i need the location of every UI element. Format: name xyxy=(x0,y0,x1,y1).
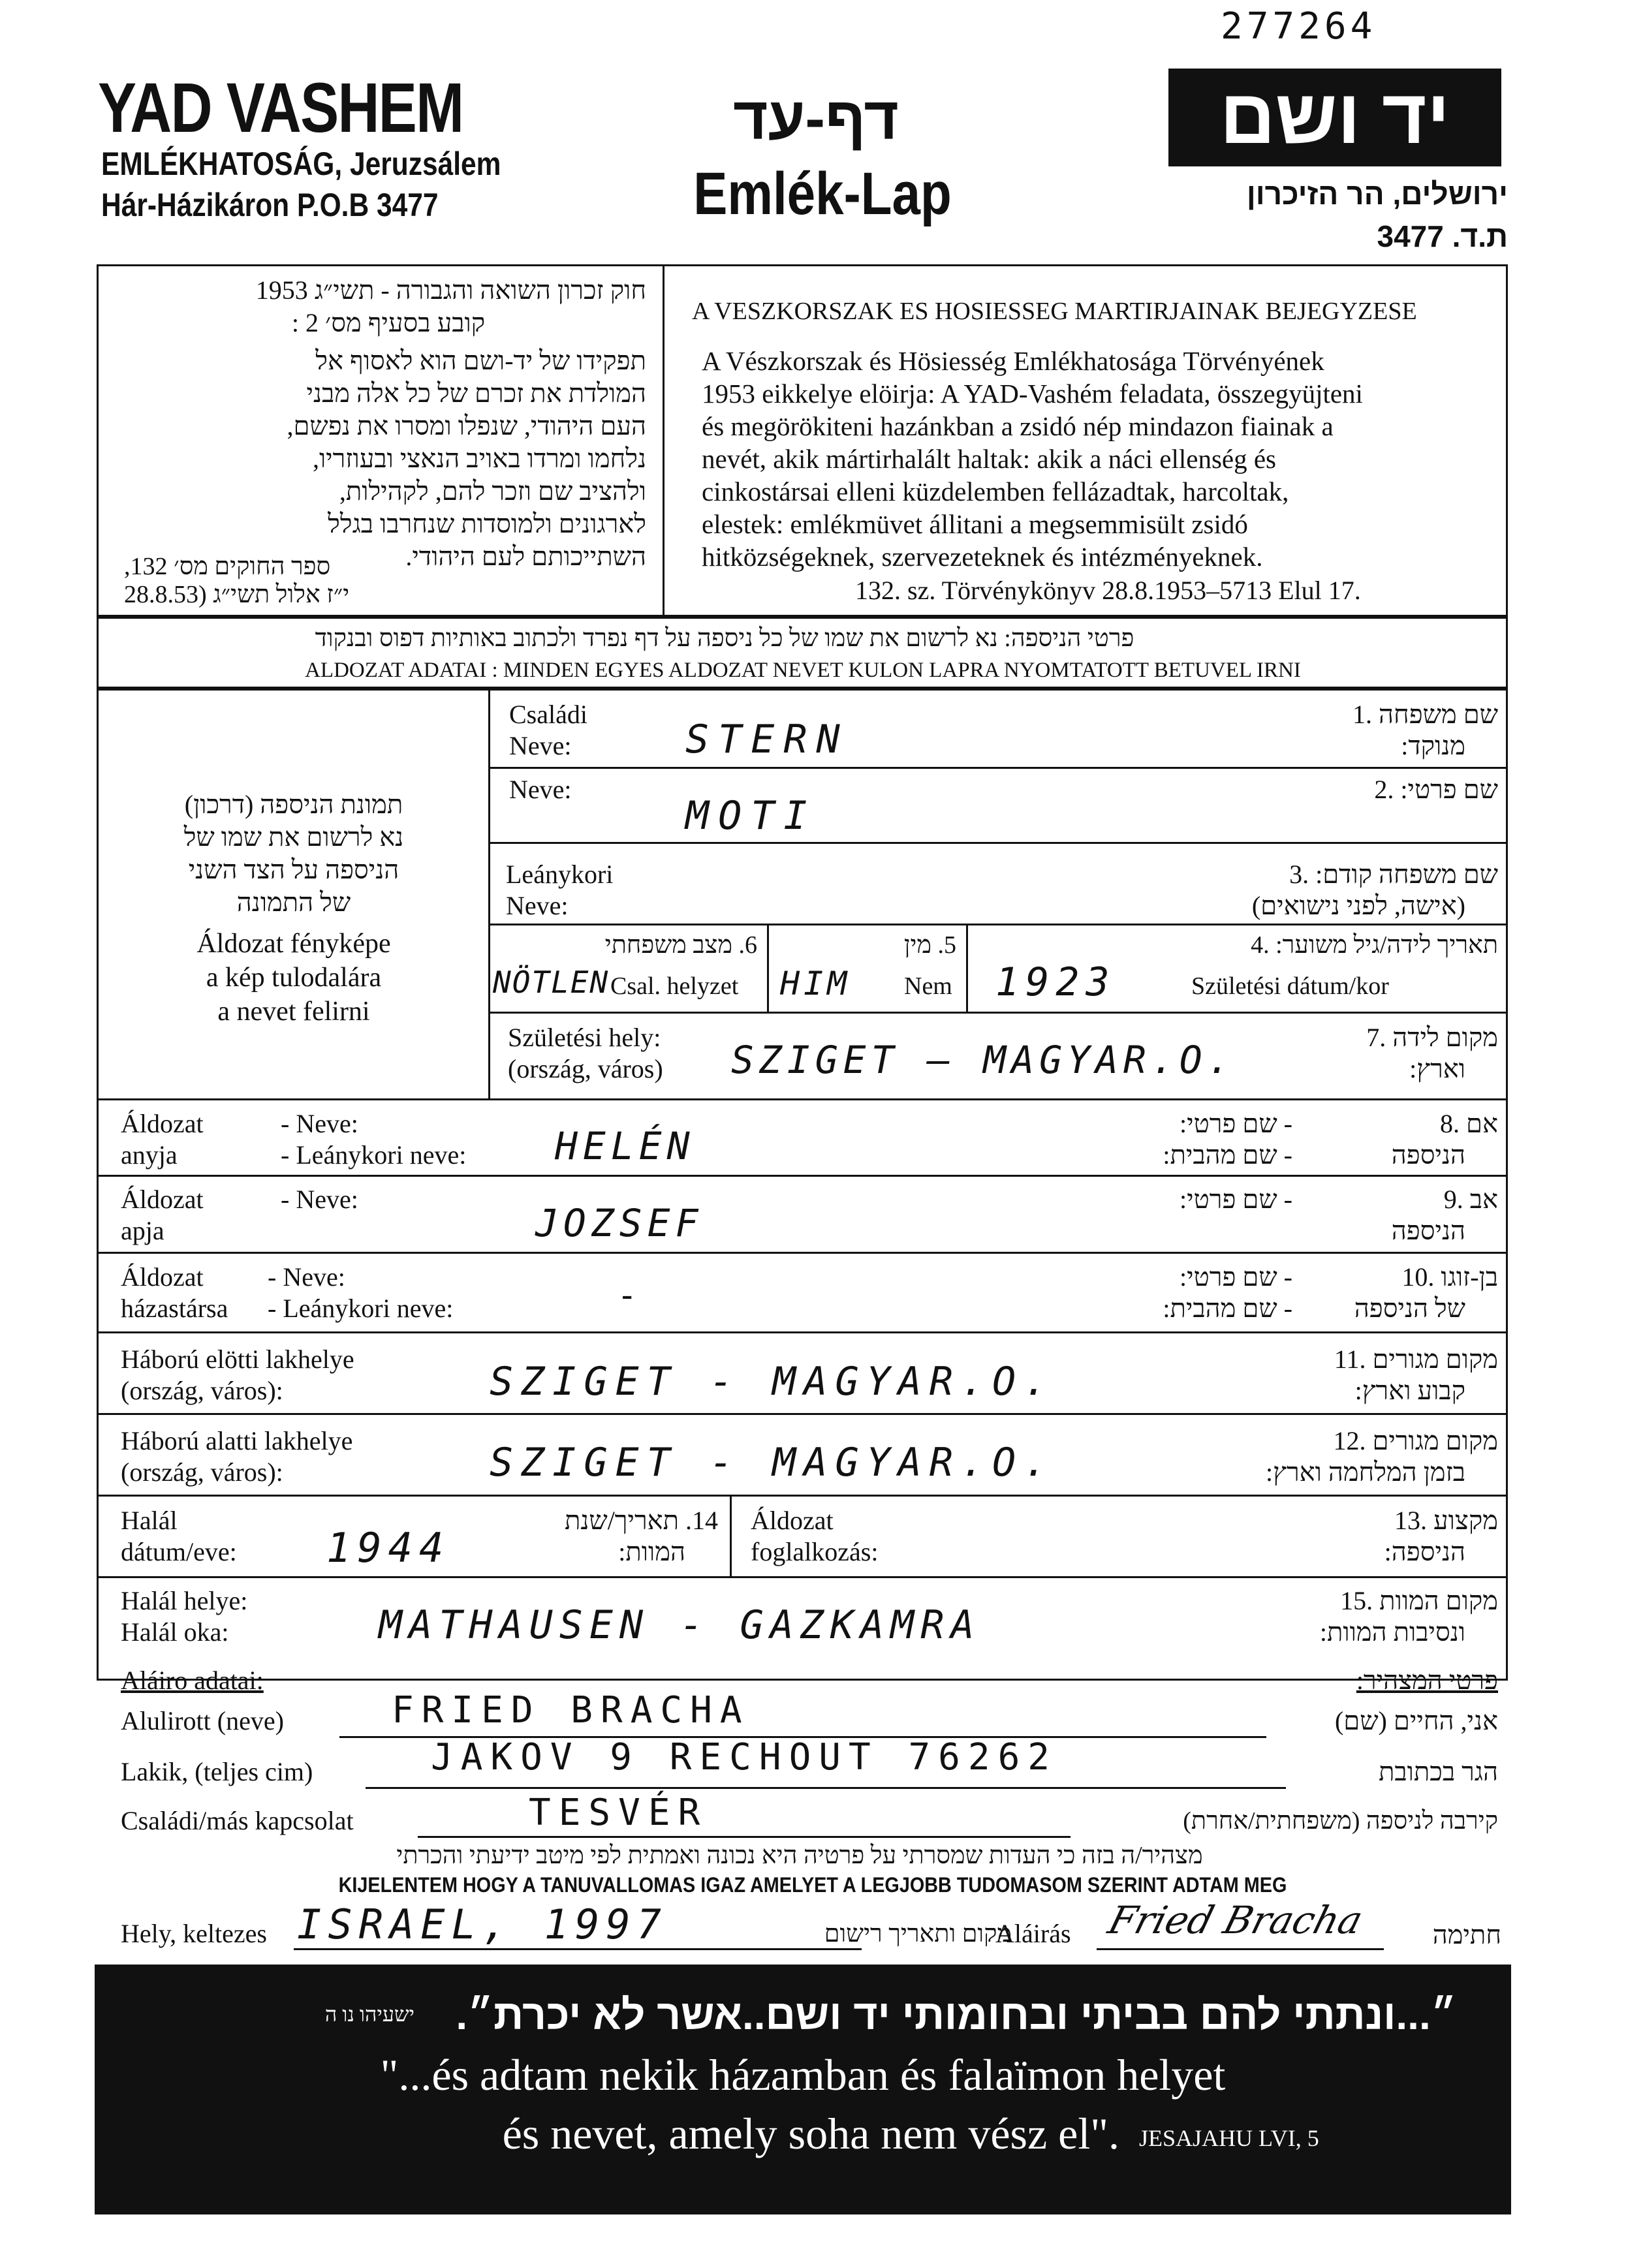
org-line1: EMLÉKHATOSÁG, Jeruzsálem xyxy=(101,146,501,182)
place-label-he: מקום ותאריך רישום xyxy=(824,1920,1012,1948)
law-he-line: נלחמו ומרדו באויב הנאצי ובעוזריו, xyxy=(312,444,646,473)
field12-label-he-2: בזמן המלחמה וארץ: xyxy=(1266,1457,1465,1487)
field10-label-hu-1: Áldozat xyxy=(121,1262,204,1292)
row-line xyxy=(97,1413,1508,1415)
form-title-he: דף-עד xyxy=(733,85,899,152)
law-he-line: תפקידו של יד-ושם הוא לאסוף אל xyxy=(315,346,646,375)
row-line xyxy=(488,1012,1508,1014)
submitter-address-value[interactable]: JAKOV 9 RECHOUT 76262 xyxy=(431,1736,1058,1779)
cell-divider xyxy=(767,924,769,1012)
field15-label-hu-2: Halál oka: xyxy=(121,1617,229,1647)
field13-label-hu-2: foglalkozás: xyxy=(751,1537,879,1566)
org-line2: Hár-Házikáron P.O.B 3477 xyxy=(101,187,439,223)
law-box-divider xyxy=(663,264,664,617)
field3-label-he-1: שם משפחה קודם: .3 xyxy=(1289,860,1498,889)
photo-he-line: תמונת הניספה (דרכון) xyxy=(184,790,403,819)
declaration-he: מצהיר/ה בזה כי העדות שמסרתי על פרטיה היא נכונה ואמתית לפי מיטב ידיעתי והכרתי xyxy=(396,1842,1203,1869)
place-label-hu: Hely, keltezes xyxy=(121,1919,267,1948)
law-hu-title: A VESZKORSZAK ES HOSIESSEG MARTIRJAINAK BEJEGYZESE xyxy=(692,298,1417,325)
field14-label-he-2: המוות: xyxy=(618,1537,685,1566)
submitter-name-label-hu: Alulirott (neve) xyxy=(121,1706,284,1735)
field11-label-hu-2: (ország, város): xyxy=(121,1376,283,1405)
field10-sub1: - Neve: xyxy=(268,1262,345,1292)
photo-hu-line: a kép tulodalára xyxy=(206,963,382,993)
field8-sub2: - Leánykori neve: xyxy=(281,1140,467,1170)
field14-label-hu-2: dátum/eve: xyxy=(121,1537,237,1566)
field4-label-he: תאריך לידה/גיל משוער: .4 xyxy=(1251,931,1498,959)
field10-label-he-2: של הניספה xyxy=(1354,1294,1465,1323)
field10-label-he-1: בן-זוגו .10 xyxy=(1401,1262,1498,1292)
law-hu-line: nevét, akik mártirhalált haltak: akik a náci ellenség és xyxy=(702,444,1276,474)
field14-label-hu-1: Halál xyxy=(121,1506,178,1535)
field9-label-hu-1: Áldozat xyxy=(121,1185,204,1214)
logo-box xyxy=(1168,69,1501,166)
field10-sub2: - Leánykori neve: xyxy=(268,1294,454,1323)
submitter-relation-label-he: קירבה לניספה (משפחתית/אחרת) xyxy=(1183,1807,1498,1835)
field9-label-hu-2: apja xyxy=(121,1216,164,1245)
field2-value[interactable]: MOTI xyxy=(685,793,817,839)
field1-label-hu-2: Neve: xyxy=(509,731,572,760)
photo-he-line: של התמונה xyxy=(236,888,351,917)
law-he-line: העם היהודי, שנפלו ומסרו את נפשם, xyxy=(287,411,646,441)
org-title: YAD VASHEM xyxy=(98,68,463,147)
field9-value[interactable]: JOZSEF xyxy=(535,1201,704,1245)
submitter-name-label-he: אני, החיים (שם) xyxy=(1334,1706,1498,1735)
field7-label-hu-2: (ország, város) xyxy=(508,1054,663,1083)
field8-sub-he1: - שם פרטי: xyxy=(1180,1109,1292,1138)
field8-sub-he2: - שם מהבית: xyxy=(1163,1140,1292,1170)
field6-label-he: 6. מצב משפחתי xyxy=(604,931,757,959)
field14-value[interactable]: 1944 xyxy=(326,1524,450,1572)
field4-label-hu: Születési dátum/kor xyxy=(1191,972,1389,1000)
field15-label-he-2: ונסיבות המוות: xyxy=(1319,1617,1465,1647)
field7-label-he-2: וארץ: xyxy=(1409,1054,1465,1083)
address-he-2: ת.ד. 3477 xyxy=(1377,219,1508,253)
archive-number: 277264 xyxy=(1221,5,1377,48)
law-he-ref1: ספר החוקים מס׳ 132, xyxy=(124,553,331,580)
field15-label-he-1: מקום המוות .15 xyxy=(1340,1586,1498,1615)
field12-label-hu-1: Háború alatti lakhelye xyxy=(121,1426,353,1455)
cell-divider xyxy=(966,924,968,1012)
row-line xyxy=(97,1175,1508,1177)
sign-line xyxy=(1097,1948,1384,1950)
row-line xyxy=(97,1331,1508,1333)
footer-he-source: ישעיהו נו ה xyxy=(324,2002,414,2026)
field11-label-he-2: קבוע וארץ: xyxy=(1354,1376,1465,1405)
submitter-relation-value[interactable]: TESVÉR xyxy=(529,1792,708,1834)
field11-label-hu-1: Háború elötti lakhelye xyxy=(121,1344,354,1374)
field7-value[interactable]: SZIGET – MAGYAR.O. xyxy=(731,1038,1236,1082)
field13-label-he-2: הניספה: xyxy=(1384,1537,1465,1566)
law-hu-line: cinkostársai elleni küzdelemben fellázadtak, harcoltak, xyxy=(702,476,1289,506)
field8-label-he-2: הניספה xyxy=(1391,1140,1465,1170)
row-line xyxy=(97,1252,1508,1254)
photo-he-line: נא לרשום את שמו של xyxy=(183,822,404,852)
field8-label-hu-1: Áldozat xyxy=(121,1109,204,1138)
field9-label-he-1: אב .9 xyxy=(1443,1185,1498,1214)
field10-sub-he2: - שם מהבית: xyxy=(1163,1294,1292,1323)
field3-label-he-2: (אישה, לפני נישואים) xyxy=(1251,891,1465,920)
field10-value[interactable]: - xyxy=(617,1276,647,1315)
photo-hu-line: a nevet felirni xyxy=(217,997,370,1027)
victim-header-he: פרטי הניספה: נא לרשום את שמו של כל ניספה על דף נפרד ולכתוב באותיות דפוס ובנקוד xyxy=(315,625,1134,652)
row-line xyxy=(97,1495,1508,1497)
row-line xyxy=(97,1576,1508,1578)
field10-label-hu-2: házastársa xyxy=(121,1294,228,1323)
law-hu-line: A Vészkorszak és Hösiesség Emlékhatosága Törvényének xyxy=(702,346,1324,376)
law-he-line: לארגונים ולמוסדות שנחרבו בגלל xyxy=(328,509,646,538)
law-he-title: חוק זכרון השואה והגבורה - תשי״ג 1953 xyxy=(255,275,646,305)
field8-value[interactable]: HELÉN xyxy=(555,1124,695,1168)
field10-sub-he1: - שם פרטי: xyxy=(1180,1262,1292,1292)
law-he-ref2: י״ז אלול תשי״ג (28.8.53 xyxy=(124,581,350,608)
field2-label-hu: Neve: xyxy=(509,775,572,804)
footer-he-quote: ״...ונתתי להם בביתי ובחומותי יד ושם..אשר לא יכרת״. xyxy=(456,1991,1457,2038)
logo-text: יד ושם xyxy=(1219,74,1450,160)
submitter-address-label-he: הגר בכתובת xyxy=(1379,1757,1498,1786)
address-he-1: ירושלים, הר הזיכרון xyxy=(1246,177,1508,211)
row-line xyxy=(97,1098,1508,1100)
law-hu-line: 1953 eikkelye elöirja: A YAD-Vashém feladata, összegyüjteni xyxy=(702,379,1363,409)
law-hu-body xyxy=(702,345,1495,573)
field12-label-he-1: מקום מגורים .12 xyxy=(1333,1426,1498,1455)
field5-value[interactable]: HIM xyxy=(780,965,851,1002)
footer-hu-line2: és nevet, amely soha nem vész el". xyxy=(502,2109,1119,2158)
law-he-body xyxy=(131,345,646,573)
submitter-address-label-hu: Lakik, (teljes cim) xyxy=(121,1757,313,1786)
photo-hu-line: Áldozat fényképe xyxy=(196,929,391,959)
field5-label-he: 5. מין xyxy=(903,931,956,959)
field8-label-he-1: אם .8 xyxy=(1440,1109,1498,1138)
field2-label-he: שם פרטי: .2 xyxy=(1374,775,1498,804)
field12-label-hu-2: (ország, város): xyxy=(121,1457,283,1487)
declaration-hu: KIJELENTEM HOGY A TANUVALLOMAS IGAZ AMELYET A LEGJOBB TUDOMASOM SZERINT ADTAM MEG xyxy=(338,1873,1287,1897)
cell-divider xyxy=(730,1495,732,1576)
submitter-title-he: פרטי המצהיר: xyxy=(1356,1666,1498,1695)
place-value[interactable]: ISRAEL, 1997 xyxy=(297,1901,668,1948)
footer-banner xyxy=(95,1965,1511,2214)
field8-sub1: - Neve: xyxy=(281,1109,358,1138)
row-line xyxy=(488,767,1508,769)
field3-label-hu-2: Neve: xyxy=(506,891,569,920)
photo-divider xyxy=(488,689,490,1098)
field14-label-he-1: 14. תאריך/שנת xyxy=(564,1506,718,1535)
footer-hu-line1: "...és adtam nekik házamban és falaïmon helyet xyxy=(380,2050,1226,2100)
photo-box-hu xyxy=(111,927,477,1029)
submitter-relation-label-hu: Családi/más kapcsolat xyxy=(121,1806,354,1835)
field12-value[interactable]: SZIGET - MAGYAR.O. xyxy=(490,1440,1055,1485)
field9-sub1: - Neve: xyxy=(281,1185,358,1214)
field6-label-hu: Csal. helyzet xyxy=(610,972,739,1000)
field1-label-hu-1: Családi xyxy=(509,700,587,729)
submitter-title-hu: Aláiro adatai: xyxy=(121,1666,264,1695)
field1-label-he-1: שם משפחה .1 xyxy=(1352,700,1498,729)
law-he-line: ולהציב שם וזכר להם, לקהילות, xyxy=(339,476,646,506)
law-hu-ref: 132. sz. Törvénykönyv 28.8.1953–5713 Elul 17. xyxy=(855,576,1361,605)
field7-label-hu-1: Születési hely: xyxy=(508,1023,661,1052)
field8-label-hu-2: anyja xyxy=(121,1140,178,1170)
field13-label-hu-1: Áldozat xyxy=(751,1506,834,1535)
field5-label-hu: Nem xyxy=(904,972,952,1000)
signature: Fried Bracha xyxy=(1103,1898,1368,1942)
law-hu-line: és megörökiteni hazánkban a zsidó nép mindazon fiainak a xyxy=(702,411,1334,441)
law-he-line: המולדת את זכרם של כל אלה מבני xyxy=(306,379,646,408)
law-hu-line: elestek: emlékmüvet állitani a megsemmisült zsidó xyxy=(702,509,1248,539)
field3-label-hu-1: Leánykori xyxy=(506,860,614,889)
sign-label-he: חתימה xyxy=(1432,1920,1501,1950)
form-title-hu: Emlék-Lap xyxy=(693,161,952,227)
field6-value[interactable]: NÖTLEN xyxy=(493,965,610,1000)
field1-label-he-2: מנוקד: xyxy=(1401,731,1465,760)
law-hu-line: hitközségeknek, szervezeteknek és intézményeknek. xyxy=(702,542,1263,572)
submitter-address-line xyxy=(366,1787,1286,1789)
field1-value[interactable]: STERN xyxy=(685,717,849,762)
row-line xyxy=(488,842,1508,844)
sign-label-hu: Aláirás xyxy=(995,1919,1071,1948)
field9-sub-he1: - שם פרטי: xyxy=(1180,1185,1292,1214)
submitter-relation-line xyxy=(418,1836,1071,1838)
field11-value[interactable]: SZIGET - MAGYAR.O. xyxy=(490,1359,1055,1405)
photo-he-line: הניספה על הצד השני xyxy=(188,855,399,884)
law-he-line: השתייכותם לעם היהודי. xyxy=(405,542,646,571)
field11-label-he-1: מקום מגורים .11 xyxy=(1334,1344,1498,1374)
row-line xyxy=(488,924,1508,925)
submitter-name-value[interactable]: FRIED BRACHA xyxy=(392,1689,750,1732)
field15-label-hu-1: Halál helye: xyxy=(121,1586,248,1615)
field7-label-he-1: מקום לידה .7 xyxy=(1366,1023,1498,1052)
field13-label-he-1: מקצוע .13 xyxy=(1394,1506,1498,1535)
law-he-subtitle: קובע בסעיף מס׳ 2 : xyxy=(291,308,486,337)
field15-value[interactable]: MATHAUSEN - GAZKAMRA xyxy=(379,1602,981,1648)
field4-value[interactable]: 1923 xyxy=(995,959,1116,1005)
footer-hu-source: JESAJAHU LVI, 5 xyxy=(1139,2125,1319,2151)
field9-label-he-2: הניספה xyxy=(1391,1216,1465,1245)
photo-box-he xyxy=(111,788,477,919)
victim-header-hu: ALDOZAT ADATAI : MINDEN EGYES ALDOZAT NEVET KULON LAPRA NYOMTATOTT BETUVEL IRNI xyxy=(305,659,1301,682)
